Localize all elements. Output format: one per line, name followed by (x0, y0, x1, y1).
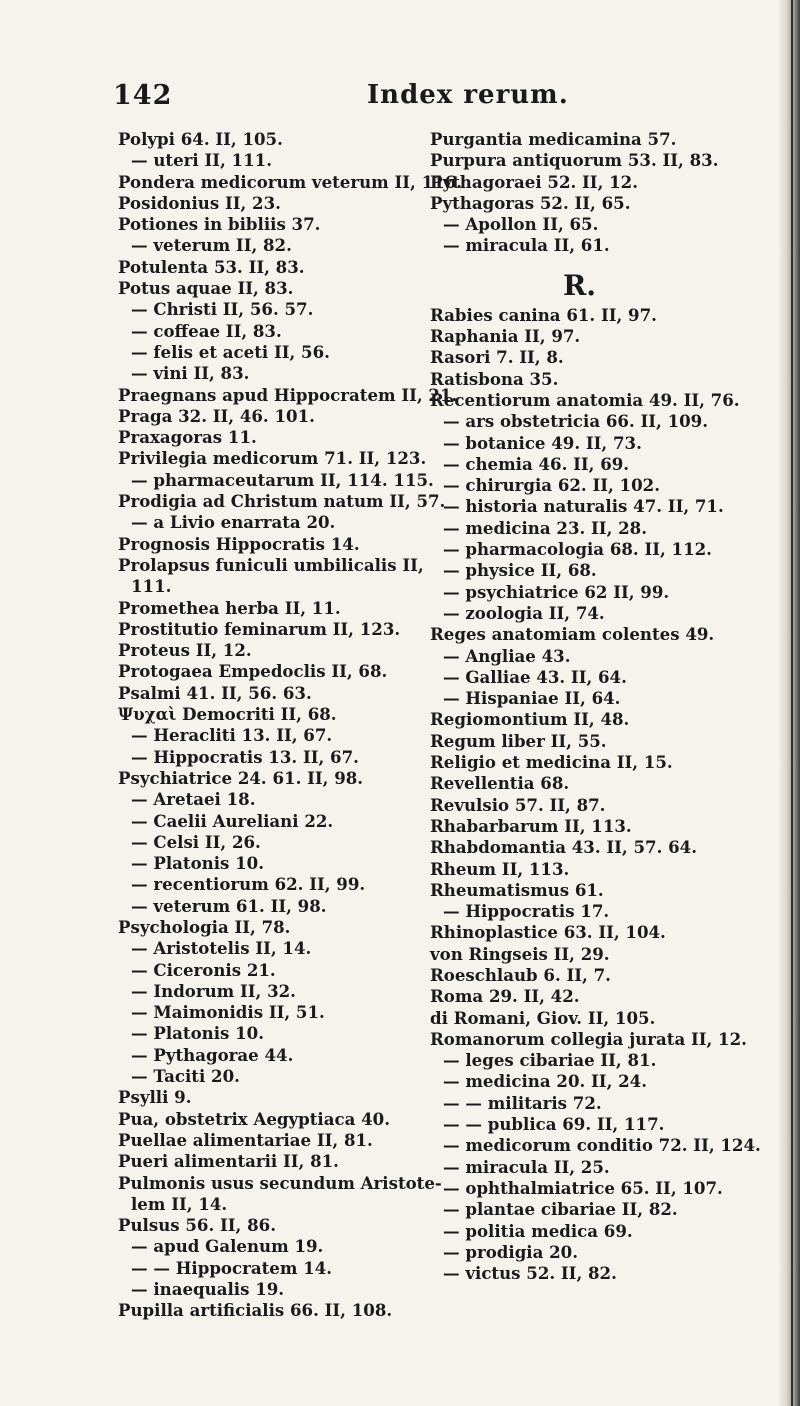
index-entry: Praga 32. II, 46. 101. (118, 405, 315, 426)
index-subentry: — apud Galenum 19. (131, 1236, 324, 1257)
index-subentry: — plantae cibariae II, 82. (443, 1199, 678, 1220)
index-subentry: — veterum 61. II, 98. (131, 895, 327, 916)
index-subentry: — — militaris 72. (443, 1092, 602, 1113)
book-edge-shadow (778, 0, 800, 1406)
right-column-top (430, 129, 775, 257)
index-entry: Rabies canina 61. II, 97. (430, 304, 657, 325)
index-subentry: — Hippocratis 13. II, 67. (131, 746, 359, 767)
index-subentry: — Maimonidis II, 51. (131, 1002, 325, 1023)
index-subentry: — politia medica 69. (443, 1220, 633, 1241)
index-entry: Potulenta 53. II, 83. (118, 256, 305, 277)
index-subentry: — leges cibariae II, 81. (443, 1050, 657, 1071)
index-subentry: — Aretaei 18. (131, 789, 256, 810)
index-subentry: — Christi II, 56. 57. (131, 299, 314, 320)
index-entry: Ψυχαὶ Democriti II, 68. (118, 704, 337, 725)
index-entry: Pondera medicorum veterum II, 116. (118, 171, 462, 192)
index-subentry: — veterum II, 82. (131, 235, 292, 256)
index-entry: Rasori 7. II, 8. (430, 347, 564, 368)
index-entry: Rhinoplastice 63. II, 104. (430, 922, 666, 943)
index-entry: Revulsio 57. II, 87. (430, 794, 606, 815)
index-subentry: — recentiorum 62. II, 99. (131, 874, 366, 895)
index-entry: Purpura antiquorum 53. II, 83. (430, 150, 719, 171)
section-letter: R. (562, 268, 597, 302)
book-edge-line (791, 0, 793, 1406)
index-subentry: — medicorum conditio 72. II, 124. (443, 1135, 761, 1156)
index-subentry: — Hippocratis 17. (443, 901, 610, 922)
index-subentry: — Celsi II, 26. (131, 831, 261, 852)
index-subentry: — chirurgia 62. II, 102. (443, 475, 660, 496)
index-entry: Proteus II, 12. (118, 640, 252, 661)
index-subentry: — zoologia II, 74. (443, 602, 605, 623)
index-entry: Regum liber II, 55. (430, 730, 607, 751)
index-entry: Pythagoras 52. II, 65. (430, 192, 631, 213)
index-entry: Praegnans apud Hippocratem II, 21. (118, 384, 458, 405)
index-subentry: — historia naturalis 47. II, 71. (443, 496, 724, 517)
index-subentry: — psychiatrice 62 II, 99. (443, 581, 670, 602)
index-subentry: — Ciceronis 21. (131, 959, 276, 980)
index-subentry: — Aristotelis II, 14. (131, 938, 312, 959)
index-subentry: — vini II, 83. (131, 363, 250, 384)
index-entry: Roeschlaub 6. II, 7. (430, 964, 611, 985)
index-entry: Rheum II, 113. (430, 858, 570, 879)
index-subentry: — Pythagorae 44. (131, 1044, 294, 1065)
page-header (0, 80, 800, 120)
index-subentry: — Apollon II, 65. (443, 214, 599, 235)
index-subentry: — miracula II, 61. (443, 235, 610, 256)
index-entry: Pua, obstetrix Aegyptiaca 40. (118, 1108, 390, 1129)
index-entry: Psylli 9. (118, 1087, 192, 1108)
index-entry: Rhabarbarum II, 113. (430, 815, 632, 836)
index-entry: Roma 29. II, 42. (430, 986, 580, 1007)
index-entry: Pupilla artificialis 66. II, 108. (118, 1300, 393, 1321)
index-subentry: — botanice 49. II, 73. (443, 432, 642, 453)
index-entry: Pueri alimentarii II, 81. (118, 1151, 339, 1172)
index-entry: Rhabdomantia 43. II, 57. 64. (430, 837, 697, 858)
index-entry: Religio et medicina II, 15. (430, 752, 673, 773)
index-subentry: — Heracliti 13. II, 67. (131, 725, 333, 746)
index-entry: Raphania II, 97. (430, 326, 581, 347)
index-entry: Prognosis Hippocratis 14. (118, 533, 360, 554)
index-subentry: — pharmacologia 68. II, 112. (443, 539, 712, 560)
index-subentry: — Hispaniae II, 64. (443, 688, 621, 709)
index-subentry: — Indorum II, 32. (131, 980, 296, 1001)
running-title: Index rerum. (367, 80, 569, 110)
index-entry: Privilegia medicorum 71. II, 123. (118, 448, 427, 469)
index-entry: Purgantia medicamina 57. (430, 129, 677, 149)
index-entry: Rheumatismus 61. (430, 879, 604, 900)
index-subentry: — Angliae 43. (443, 645, 571, 666)
index-subentry: — ophthalmiatrice 65. II, 107. (443, 1177, 723, 1198)
index-entry: di Romani, Giov. II, 105. (430, 1007, 656, 1028)
index-entry: Pulmonis usus secundum Aristote- (118, 1172, 442, 1193)
index-entry: Recentiorum anatomia 49. II, 76. (430, 389, 740, 410)
index-entry: Posidonius II, 23. (118, 192, 281, 213)
index-subentry: — a Livio enarrata 20. (131, 512, 336, 533)
index-subentry: — victus 52. II, 82. (443, 1263, 617, 1284)
right-column (430, 129, 775, 1284)
index-subentry: — miracula II, 25. (443, 1156, 610, 1177)
index-subentry: — coffeae II, 83. (131, 320, 282, 341)
index-subentry: — physice II, 68. (443, 560, 597, 581)
index-subentry: — Caelii Aureliani 22. (131, 810, 334, 831)
index-entry: Prolapsus funiculi umbilicalis II, (118, 554, 424, 575)
index-entry: von Ringseis II, 29. (430, 943, 610, 964)
index-entry: Revellentia 68. (430, 773, 570, 794)
index-subentry: — — Hippocratem 14. (131, 1257, 333, 1278)
index-subentry: — uteri II, 111. (131, 150, 272, 171)
index-entry: Puellae alimentariae II, 81. (118, 1129, 373, 1150)
index-entry: Promethea herba II, 11. (118, 597, 341, 618)
index-entry: Romanorum collegia jurata II, 12. (430, 1028, 747, 1049)
index-subentry: — medicina 20. II, 24. (443, 1071, 647, 1092)
index-subentry: — pharmaceutarum II, 114. 115. (131, 469, 434, 490)
index-entry: Pythagoraei 52. II, 12. (430, 171, 638, 192)
index-subentry: — medicina 23. II, 28. (443, 517, 647, 538)
index-entry: Prodigia ad Christum natum II, 57. (118, 491, 446, 512)
index-entry: Potiones in bibliis 37. (118, 214, 321, 235)
index-entry: Psychologia II, 78. (118, 916, 291, 937)
left-column (118, 129, 462, 1322)
index-entry: Psychiatrice 24. 61. II, 98. (118, 767, 364, 788)
index-entry: Prostitutio feminarum II, 123. (118, 618, 401, 639)
index-subentry: — Taciti 20. (131, 1066, 240, 1087)
index-entry: Pulsus 56. II, 86. (118, 1215, 276, 1236)
index-subentry: 111. (131, 576, 172, 597)
right-column-bottom (430, 305, 775, 1285)
index-entry: Ratisbona 35. (430, 368, 559, 389)
index-entry: Polypi 64. II, 105. (118, 129, 283, 149)
index-subentry: — chemia 46. II, 69. (443, 453, 630, 474)
index-subentry: — Platonis 10. (131, 853, 264, 874)
index-entry: Potus aquae II, 83. (118, 278, 294, 299)
index-subentry: — — publica 69. II, 117. (443, 1114, 665, 1135)
index-subentry: — felis et aceti II, 56. (131, 341, 330, 362)
index-entry: Praxagoras 11. (118, 427, 257, 448)
index-entry: Protogaea Empedoclis II, 68. (118, 661, 388, 682)
page-number: 142 (113, 80, 173, 111)
index-subentry: — Platonis 10. (131, 1023, 264, 1044)
index-subentry: — prodigia 20. (443, 1241, 578, 1262)
index-subentry: lem II, 14. (131, 1193, 228, 1214)
index-entry: Regiomontium II, 48. (430, 709, 630, 730)
index-entry: Psalmi 41. II, 56. 63. (118, 682, 312, 703)
index-subentry: — Galliae 43. II, 64. (443, 666, 627, 687)
index-subentry: — inaequalis 19. (131, 1279, 285, 1300)
index-entry: Reges anatomiam colentes 49. (430, 624, 715, 645)
index-subentry: — ars obstetricia 66. II, 109. (443, 411, 709, 432)
